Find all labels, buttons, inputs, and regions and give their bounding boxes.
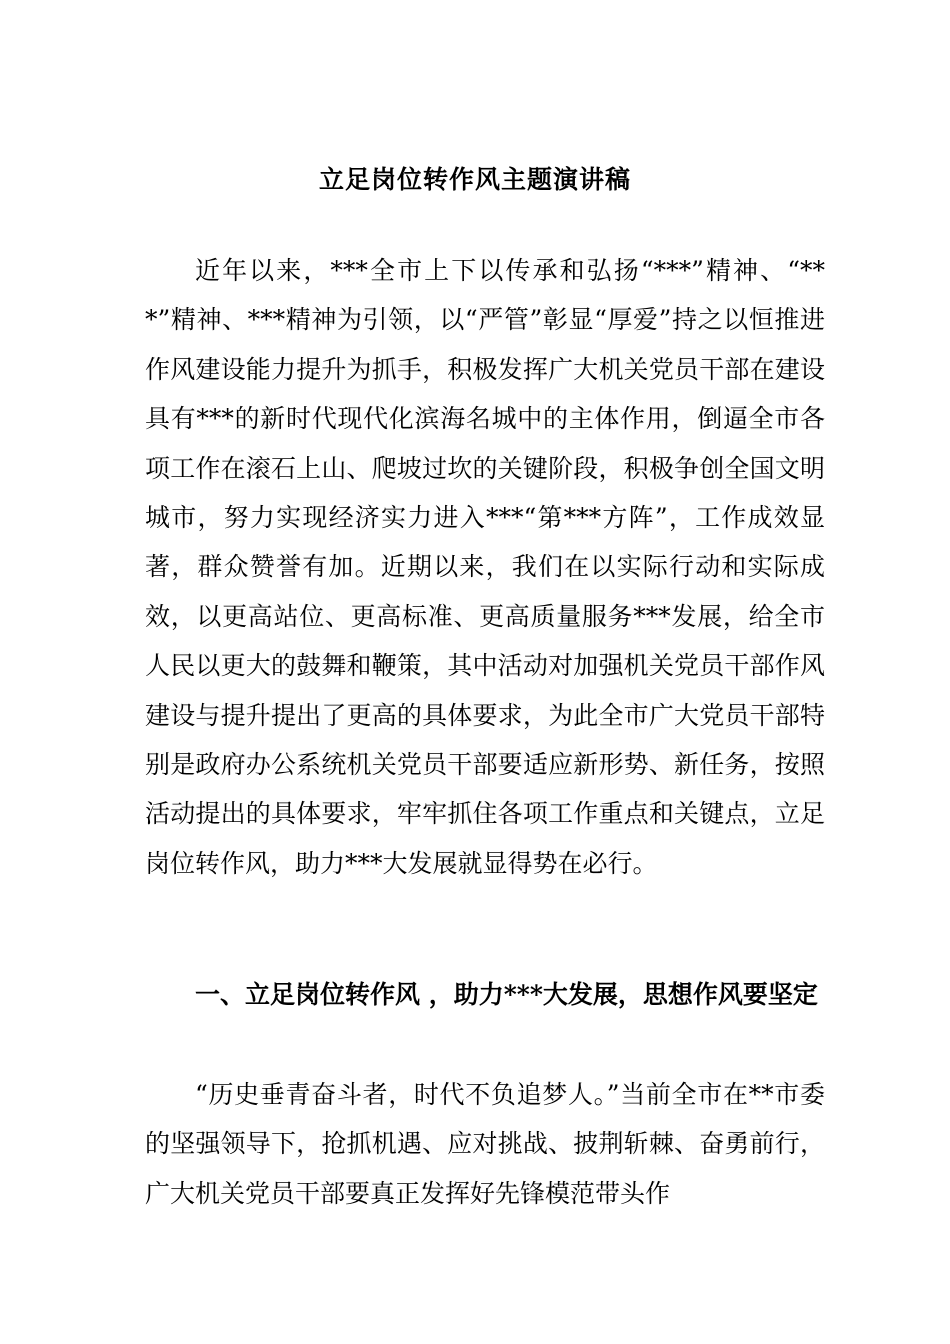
paragraph-section-1-text: “历史垂青奋斗者，时代不负追梦人。”当前全市在**市委的坚强领导下，抢抓机遇、应对挑战、披荆斩棘、奋勇前行，广大机关党员干部要真正发挥好先锋模范带头作 bbox=[145, 1080, 825, 1208]
paragraph-intro-text: 近年以来，***全市上下以传承和弘扬“***”精神、“***”精神、***精神为引领，以“严管”彰显“厚爱”持之以恒推进作风建设能力提升为抓手，积极发挥广大机关党员干部在建设具有***的新时代现代化滨海名城中的主体作用，倒逼全市各项工作在滚石上山、爬坡过坎的关键阶段，积极争创全国文明城市，努力实现经济实力进入***“第***方阵”，工作成效显著，群众赞誉有加。近期以来，我们在以实际行动和实际成效，以更高站位、更高标准、更高质量服务***发展，给全市人民以更大的鼓舞和鞭策，其中活动对加强机关党员干部作风建设与提升提出了更高的具体要求，为此全市广大党员干部特别是政府办公系统机关党员干部要适应新形势、新任务，按照活动提出的具体要求，牢牢抓住各项工作重点和关键点，立足岗位转作风，助力***大发展就显得势在必行。 bbox=[145, 256, 825, 878]
paragraph-section-1 bbox=[145, 1070, 825, 1218]
document-title: 立足岗位转作风主题演讲稿 bbox=[318, 165, 631, 194]
section-heading-1 bbox=[145, 970, 825, 1019]
paragraph-intro bbox=[145, 246, 825, 888]
section-heading-1-text: 一、立足岗位转作风 ，助力***大发展，思想作风要坚定 bbox=[195, 980, 818, 1009]
